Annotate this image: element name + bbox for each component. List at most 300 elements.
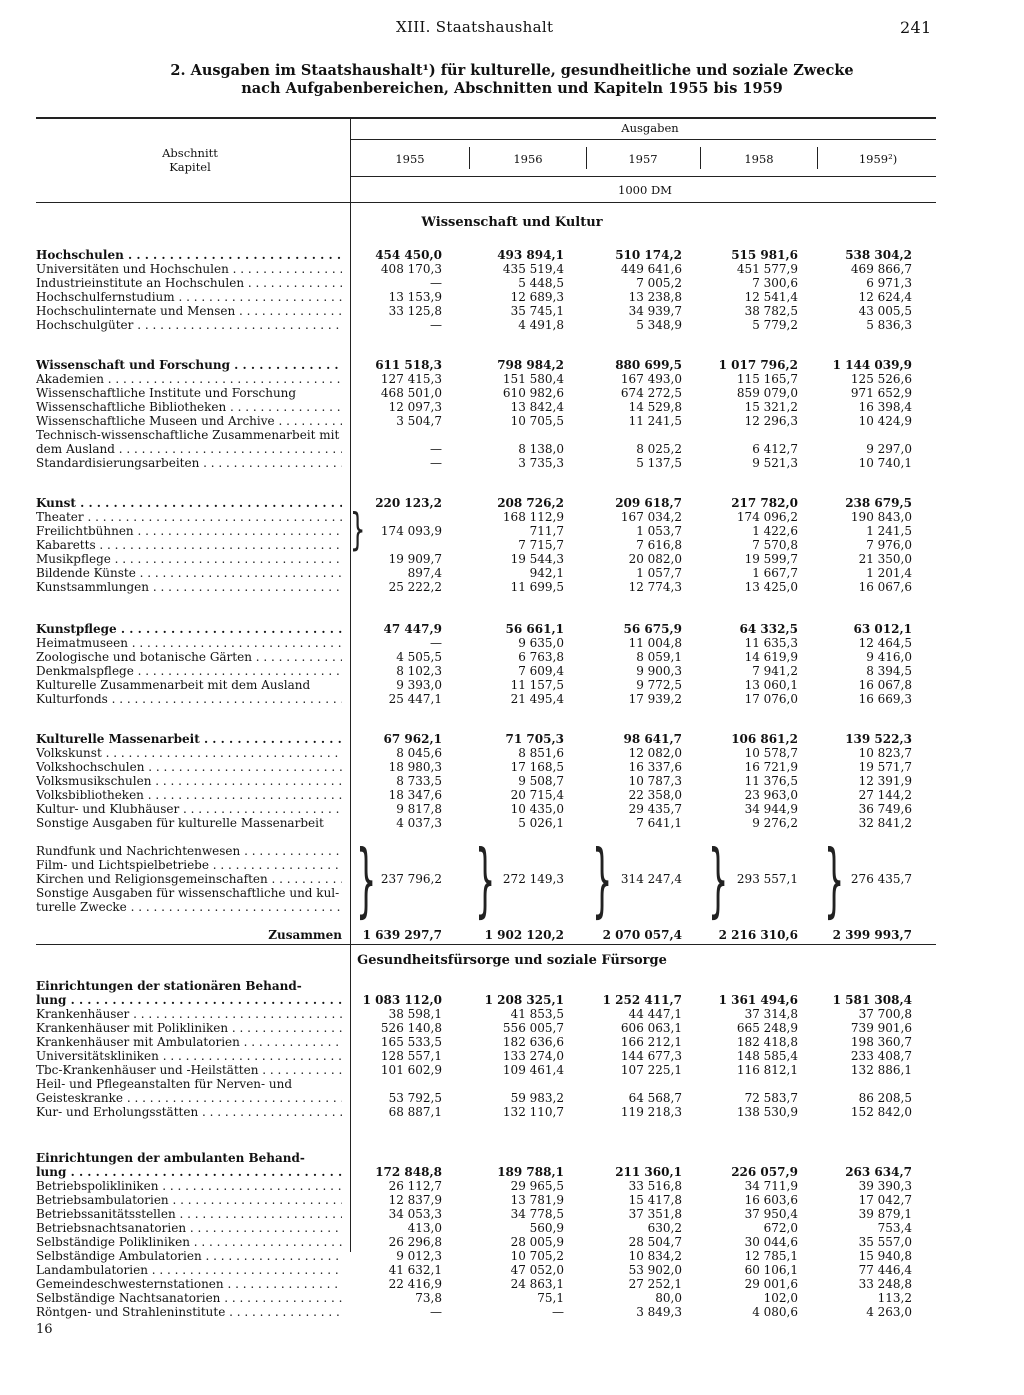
table-row	[0, 262, 1024, 276]
cell-1956: 20 715,4	[510, 788, 564, 802]
cell-1958: 116 812,1	[736, 1063, 798, 1077]
table-row	[0, 400, 1024, 414]
cell-1958: 5 779,2	[752, 318, 798, 332]
row-label: Volksbibliotheken . . .	[36, 788, 342, 802]
table-row	[0, 788, 1024, 802]
cell-1956: —	[552, 1305, 564, 1319]
cell-1956: 208 726,2	[497, 496, 564, 510]
cell-1955: 165 533,5	[380, 1035, 442, 1049]
cell-1955: —	[430, 318, 442, 332]
cell-1956: 133 274,0	[502, 1049, 564, 1063]
row-label: Kulturelle Massenarbeit . . .	[36, 732, 342, 746]
cell-1957: 22 358,0	[628, 788, 682, 802]
cell-1959: 971 652,9	[850, 386, 912, 400]
cell-1958: 29 001,6	[744, 1277, 798, 1291]
cell-1957: 34 939,7	[628, 304, 682, 318]
cell-1959: 32 841,2	[858, 816, 912, 830]
cell-1956: 11 157,5	[510, 678, 564, 692]
cell-1955: 127 415,3	[380, 372, 442, 386]
row-label: turelle Zwecke . . .	[36, 900, 342, 914]
cell-1959: 10 740,1	[858, 456, 912, 470]
cell-1957: 211 360,1	[615, 1165, 682, 1179]
row-label: Krankenhäuser mit Polikliniken . . .	[36, 1021, 342, 1035]
cell-1957: 13 238,8	[628, 290, 682, 304]
cell-1955: 4 505,5	[396, 650, 442, 664]
cell-1959: 276 435,7	[850, 872, 912, 886]
cell-1959: 16 067,6	[858, 580, 912, 594]
cell-1959: 139 522,3	[845, 732, 912, 746]
cell-1958: 665 248,9	[736, 1021, 798, 1035]
cell-1958: 1 667,7	[752, 566, 798, 580]
cell-1955: 53 792,5	[388, 1091, 442, 1105]
year-header-1959: 1959²)	[858, 152, 898, 166]
cell-1957: 5 137,5	[636, 456, 682, 470]
row-label: Betriebsambulatorien . . .	[36, 1193, 342, 1207]
top-rule	[36, 117, 936, 119]
cell-1957: 880 699,5	[615, 358, 682, 372]
cell-1958: 11 635,3	[744, 636, 798, 650]
stub-header-kapitel: Kapitel	[169, 160, 211, 174]
cell-1958: 7 941,2	[752, 664, 798, 678]
cell-1959: 2 399 993,7	[832, 928, 912, 942]
cell-1959: 16 398,4	[858, 400, 912, 414]
cell-1957: 449 641,6	[620, 262, 682, 276]
table-row	[0, 1291, 1024, 1305]
cell-1957: 12 082,0	[628, 746, 682, 760]
cell-1959: 1 201,4	[866, 566, 912, 580]
cell-1956: 556 005,7	[502, 1021, 564, 1035]
table-row	[0, 650, 1024, 664]
cell-1957: 15 417,8	[628, 1193, 682, 1207]
cell-1956: 272 149,3	[502, 872, 564, 886]
cell-1955: 41 632,1	[388, 1263, 442, 1277]
cell-1956: 5 448,5	[518, 276, 564, 290]
row-label: Hochschulfernstudium . . .	[36, 290, 342, 304]
cell-1957: 37 351,8	[628, 1207, 682, 1221]
table-row	[0, 872, 1024, 886]
table-row	[0, 816, 1024, 830]
section-heading-kultur: Wissenschaft und Kultur	[421, 215, 603, 230]
cell-1959: 17 042,7	[858, 1193, 912, 1207]
table-row	[0, 510, 1024, 524]
cell-1957: 510 174,2	[615, 248, 682, 262]
row-label: Wissenschaftliche Museen und Archive . . .	[36, 414, 342, 428]
year-header-1956: 1956	[513, 152, 543, 166]
cell-1955: 174 093,9	[380, 524, 442, 538]
cell-1956: 24 863,1	[510, 1277, 564, 1291]
year-header-1957: 1957	[628, 152, 658, 166]
year-header-1958: 1958	[744, 152, 774, 166]
table-row	[0, 1049, 1024, 1063]
row-label: Universitätskliniken . . .	[36, 1049, 342, 1063]
row-label: Hochschulgüter . . .	[36, 318, 342, 332]
table-row	[0, 1263, 1024, 1277]
cell-1959: 198 360,7	[850, 1035, 912, 1049]
cell-1955: —	[430, 456, 442, 470]
cell-1957: 630,2	[647, 1221, 682, 1235]
cell-1956: 168 112,9	[502, 510, 564, 524]
cell-1957: 606 063,1	[620, 1021, 682, 1035]
cell-1958: 17 076,0	[744, 692, 798, 706]
cell-1955: 13 153,9	[388, 290, 442, 304]
table-row	[0, 304, 1024, 318]
cell-1957: 144 677,3	[620, 1049, 682, 1063]
cell-1957: 28 504,7	[628, 1235, 682, 1249]
cell-1956: 59 983,2	[510, 1091, 564, 1105]
row-label: Hochschulinternate und Mensen . . .	[36, 304, 342, 318]
cell-1958: 2 216 310,6	[718, 928, 798, 942]
table-row	[0, 664, 1024, 678]
row-label: Röntgen- und Strahleninstitute . . .	[36, 1305, 342, 1319]
cell-1958: 37 314,8	[744, 1007, 798, 1021]
cell-1955: 12 837,9	[388, 1193, 442, 1207]
cell-1956: 7 609,4	[518, 664, 564, 678]
cell-1955: 408 170,3	[380, 262, 442, 276]
cell-1955: 8 045,6	[396, 746, 442, 760]
cell-1955: 19 909,7	[388, 552, 442, 566]
cell-1958: 37 950,4	[744, 1207, 798, 1221]
cell-1955: 18 347,6	[388, 788, 442, 802]
table-row	[0, 858, 1024, 872]
cell-1958: 16 721,9	[744, 760, 798, 774]
cell-1956: 41 853,5	[510, 1007, 564, 1021]
cell-1956: 109 461,4	[502, 1063, 564, 1077]
cell-1956: 10 705,5	[510, 414, 564, 428]
chapter-heading: XIII. Staatshaushalt	[396, 18, 554, 36]
cell-1958: 7 570,8	[752, 538, 798, 552]
cell-1957: 11 004,8	[628, 636, 682, 650]
cell-1956: 182 636,6	[502, 1035, 564, 1049]
year-header-1955: 1955	[395, 152, 425, 166]
cell-1958: 72 583,7	[744, 1091, 798, 1105]
cell-1956: 9 635,0	[518, 636, 564, 650]
cell-1957: 8 025,2	[636, 442, 682, 456]
section-heading-fuersorge: Gesundheitsfürsorge und soziale Fürsorge	[357, 953, 667, 968]
table-row	[0, 276, 1024, 290]
row-label: Kultur- und Klubhäuser . . .	[36, 802, 342, 816]
cell-1957: 7 641,1	[636, 816, 682, 830]
row-label: Heimatmuseen . . .	[36, 636, 342, 650]
cell-1958: 1 422,6	[752, 524, 798, 538]
cell-1958: 10 578,7	[744, 746, 798, 760]
cell-1959: 12 624,4	[858, 290, 912, 304]
cell-1959: 21 350,0	[858, 552, 912, 566]
table-row	[0, 386, 1024, 400]
table-row	[0, 1151, 1024, 1165]
sheet-number: 16	[36, 1322, 53, 1337]
table-row	[0, 496, 1024, 510]
cell-1956: 10 435,0	[510, 802, 564, 816]
cell-1958: 226 057,9	[731, 1165, 798, 1179]
cell-1955: 18 980,3	[388, 760, 442, 774]
cell-1955: 34 053,3	[388, 1207, 442, 1221]
row-label: Kabaretts . . .	[36, 538, 342, 552]
cell-1955: 454 450,0	[375, 248, 442, 262]
table-row	[0, 774, 1024, 788]
cell-1956: 56 661,1	[505, 622, 564, 636]
cell-1959: 86 208,5	[858, 1091, 912, 1105]
cell-1955: 220 123,2	[375, 496, 442, 510]
cell-1959: 132 886,1	[850, 1063, 912, 1077]
row-label: lung . . .	[36, 993, 342, 1007]
table-row	[0, 428, 1024, 442]
cell-1958: 12 785,1	[744, 1249, 798, 1263]
cell-1956: 13 842,4	[510, 400, 564, 414]
cell-1959: 10 823,7	[858, 746, 912, 760]
table-row	[0, 1091, 1024, 1105]
row-label: Bildende Künste . . .	[36, 566, 342, 580]
row-label: Kunstpflege . . .	[36, 622, 342, 636]
cell-1958: 19 599,7	[744, 552, 798, 566]
cell-1959: 39 879,1	[858, 1207, 912, 1221]
table-row	[0, 636, 1024, 650]
cell-1958: 859 079,0	[736, 386, 798, 400]
cell-1957: 17 939,2	[628, 692, 682, 706]
table-row	[0, 979, 1024, 993]
row-label: Industrieinstitute an Hochschulen . . .	[36, 276, 342, 290]
row-label: Universitäten und Hochschulen . . .	[36, 262, 342, 276]
cell-1956: 610 982,6	[502, 386, 564, 400]
cell-1959: 125 526,6	[850, 372, 912, 386]
table-row	[0, 538, 1024, 552]
cell-1956: 9 508,7	[518, 774, 564, 788]
cell-1959: 77 446,4	[858, 1263, 912, 1277]
table-row	[0, 1235, 1024, 1249]
cell-1958: 38 782,5	[744, 304, 798, 318]
cell-1958: 138 530,9	[736, 1105, 798, 1119]
row-label: lung . . .	[36, 1165, 342, 1179]
unit-header: 1000 DM	[618, 183, 672, 197]
cell-1959: 12 464,5	[858, 636, 912, 650]
cell-1955: 67 962,1	[383, 732, 442, 746]
cell-1955: —	[430, 276, 442, 290]
cell-1955: 526 140,8	[380, 1021, 442, 1035]
cell-1957: 5 348,9	[636, 318, 682, 332]
cell-1959: 152 842,0	[850, 1105, 912, 1119]
cell-1959: 8 394,5	[866, 664, 912, 678]
cell-1959: 233 408,7	[850, 1049, 912, 1063]
cell-1955: 128 557,1	[380, 1049, 442, 1063]
cell-1955: 25 222,2	[388, 580, 442, 594]
year-sep-3	[700, 147, 701, 169]
cell-1958: 16 603,6	[744, 1193, 798, 1207]
row-label: Tbc-Krankenhäuser und -Heilstätten . . .	[36, 1063, 342, 1077]
row-label: Selbständige Nachtsanatorien . . .	[36, 1291, 342, 1305]
cell-1957: 11 241,5	[628, 414, 682, 428]
cell-1955: 413,0	[407, 1221, 442, 1235]
row-label: Selbständige Ambulatorien . . .	[36, 1249, 342, 1263]
cell-1957: 314 247,4	[620, 872, 682, 886]
brace-misc-1957: }	[592, 833, 613, 926]
cell-1955: 26 296,8	[388, 1235, 442, 1249]
row-label: Gemeindeschwesternstationen . . .	[36, 1277, 342, 1291]
cell-1959: 1 581 308,4	[832, 993, 912, 1007]
cell-1957: 64 568,7	[628, 1091, 682, 1105]
cell-1956: 8 138,0	[518, 442, 564, 456]
row-label: Zusammen	[268, 928, 342, 942]
cell-1956: 560,9	[529, 1221, 564, 1235]
cell-1955: 73,8	[415, 1291, 442, 1305]
cell-1955: 12 097,3	[388, 400, 442, 414]
cell-1958: 102,0	[763, 1291, 798, 1305]
cell-1959: 16 067,8	[858, 678, 912, 692]
table-row	[0, 524, 1024, 538]
row-label: Freilichtbühnen . . .	[36, 524, 342, 538]
cell-1959: 35 557,0	[858, 1235, 912, 1249]
cell-1958: 13 060,1	[744, 678, 798, 692]
cell-1959: 113,2	[877, 1291, 912, 1305]
cell-1957: 29 435,7	[628, 802, 682, 816]
cell-1956: 71 705,3	[505, 732, 564, 746]
cell-1958: 60 106,1	[744, 1263, 798, 1277]
table-row	[0, 928, 1024, 942]
cell-1959: 1 144 039,9	[832, 358, 912, 372]
cell-1958: 9 521,3	[752, 456, 798, 470]
table-row	[0, 844, 1024, 858]
cell-1957: 7 616,8	[636, 538, 682, 552]
cell-1959: 5 836,3	[866, 318, 912, 332]
cell-1957: 1 057,7	[636, 566, 682, 580]
cell-1959: 33 248,8	[858, 1277, 912, 1291]
cell-1957: 53 902,0	[628, 1263, 682, 1277]
cell-1958: 115 165,7	[736, 372, 798, 386]
cell-1959: 263 634,7	[845, 1165, 912, 1179]
cell-1958: 182 418,8	[736, 1035, 798, 1049]
row-label: Volkshochschulen . . .	[36, 760, 342, 774]
table-row	[0, 1179, 1024, 1193]
table-row	[0, 318, 1024, 332]
row-label: Wissenschaftliche Bibliotheken . . .	[36, 400, 342, 414]
cell-1956: 75,1	[537, 1291, 564, 1305]
cell-1955: 611 518,3	[375, 358, 442, 372]
cell-1957: 20 082,0	[628, 552, 682, 566]
cell-1957: 7 005,2	[636, 276, 682, 290]
cell-1956: 4 491,8	[518, 318, 564, 332]
cell-1956: 493 894,1	[497, 248, 564, 262]
table-row	[0, 993, 1024, 1007]
row-label: Wissenschaft und Forschung . . .	[36, 358, 342, 372]
page-number: 241	[900, 18, 932, 37]
table-row	[0, 1063, 1024, 1077]
cell-1956: 12 689,3	[510, 290, 564, 304]
row-label: Einrichtungen der stationären Behand-	[36, 979, 302, 993]
table-row	[0, 248, 1024, 262]
table-row	[0, 1207, 1024, 1221]
row-label: Denkmalspflege . . .	[36, 664, 342, 678]
cell-1955: 26 112,7	[388, 1179, 442, 1193]
row-label: Theater . . .	[36, 510, 342, 524]
cell-1956: 28 005,9	[510, 1235, 564, 1249]
cell-1956: 1 902 120,2	[484, 928, 564, 942]
cell-1957: 119 218,3	[620, 1105, 682, 1119]
cell-1957: 98 641,7	[623, 732, 682, 746]
cell-1956: 711,7	[529, 524, 564, 538]
brace-misc-1956: }	[475, 833, 496, 926]
table-row	[0, 290, 1024, 304]
cell-1955: 9 012,3	[396, 1249, 442, 1263]
cell-1956: 1 208 325,1	[484, 993, 564, 1007]
cell-1957: 1 053,7	[636, 524, 682, 538]
cell-1957: 14 529,8	[628, 400, 682, 414]
row-label: Geisteskranke . . .	[36, 1091, 342, 1105]
cell-1955: 8 733,5	[396, 774, 442, 788]
cell-1957: 27 252,1	[628, 1277, 682, 1291]
cell-1957: 107 225,1	[620, 1063, 682, 1077]
cell-1957: 44 447,1	[628, 1007, 682, 1021]
row-label: Betriebssanitätsstellen . . .	[36, 1207, 342, 1221]
cell-1957: 167 034,2	[620, 510, 682, 524]
table-row	[0, 1021, 1024, 1035]
brace-misc-1958: }	[708, 833, 729, 926]
year-sep-2	[586, 147, 587, 169]
cell-1955: 68 887,1	[388, 1105, 442, 1119]
cell-1956: 11 699,5	[510, 580, 564, 594]
year-sep-4	[817, 147, 818, 169]
cell-1955: 38 598,1	[388, 1007, 442, 1021]
cell-1955: 3 504,7	[396, 414, 442, 428]
cell-1956: 798 984,2	[497, 358, 564, 372]
row-label: Volkskunst . . .	[36, 746, 342, 760]
table-row	[0, 1305, 1024, 1319]
cell-1957: 33 516,8	[628, 1179, 682, 1193]
cell-1959: 27 144,2	[858, 788, 912, 802]
cell-1959: 12 391,9	[858, 774, 912, 788]
stub-header-abschnitt: Abschnitt	[162, 146, 218, 160]
cell-1956: 7 715,7	[518, 538, 564, 552]
cell-1957: 9 900,3	[636, 664, 682, 678]
cell-1957: 10 787,3	[628, 774, 682, 788]
total-rule	[36, 944, 936, 945]
row-label: Film- und Lichtspielbetriebe . . .	[36, 858, 342, 872]
cell-1957: 1 252 411,7	[602, 993, 682, 1007]
cell-1959: 238 679,5	[845, 496, 912, 510]
cell-1955: 237 796,2	[380, 872, 442, 886]
table-row	[0, 622, 1024, 636]
cell-1957: 56 675,9	[623, 622, 682, 636]
table-row	[0, 372, 1024, 386]
cell-1958: 7 300,6	[752, 276, 798, 290]
cell-1957: 8 059,1	[636, 650, 682, 664]
row-label: Standardisierungsarbeiten . . .	[36, 456, 342, 470]
cell-1958: 217 782,0	[731, 496, 798, 510]
table-row	[0, 456, 1024, 470]
table-title-line2: nach Aufgabenbereichen, Abschnitten und Kapiteln 1955 bis 1959	[241, 80, 783, 97]
cell-1959: 10 424,9	[858, 414, 912, 428]
cell-1959: 739 901,6	[850, 1021, 912, 1035]
table-row	[0, 802, 1024, 816]
cell-1956: 8 851,6	[518, 746, 564, 760]
cell-1955: 897,4	[407, 566, 442, 580]
row-label: Heil- und Pflegeanstalten für Nerven- und	[36, 1077, 293, 1091]
table-row	[0, 1165, 1024, 1179]
table-row	[0, 1277, 1024, 1291]
table-row	[0, 414, 1024, 428]
cell-1957: 209 618,7	[615, 496, 682, 510]
cell-1958: 174 096,2	[736, 510, 798, 524]
cell-1959: 469 866,7	[850, 262, 912, 276]
table-row	[0, 678, 1024, 692]
cell-1956: 29 965,5	[510, 1179, 564, 1193]
cell-1958: 9 276,2	[752, 816, 798, 830]
cell-1959: 37 700,8	[858, 1007, 912, 1021]
row-label: Technisch-wissenschaftliche Zusammenarbeit mit	[36, 428, 340, 442]
cell-1956: 47 052,0	[510, 1263, 564, 1277]
brace-theater-group: }	[350, 504, 366, 555]
row-label: Akademien . . .	[36, 372, 342, 386]
cell-1956: 13 781,9	[510, 1193, 564, 1207]
cell-1959: 4 263,0	[866, 1305, 912, 1319]
cell-1959: 9 297,0	[866, 442, 912, 456]
